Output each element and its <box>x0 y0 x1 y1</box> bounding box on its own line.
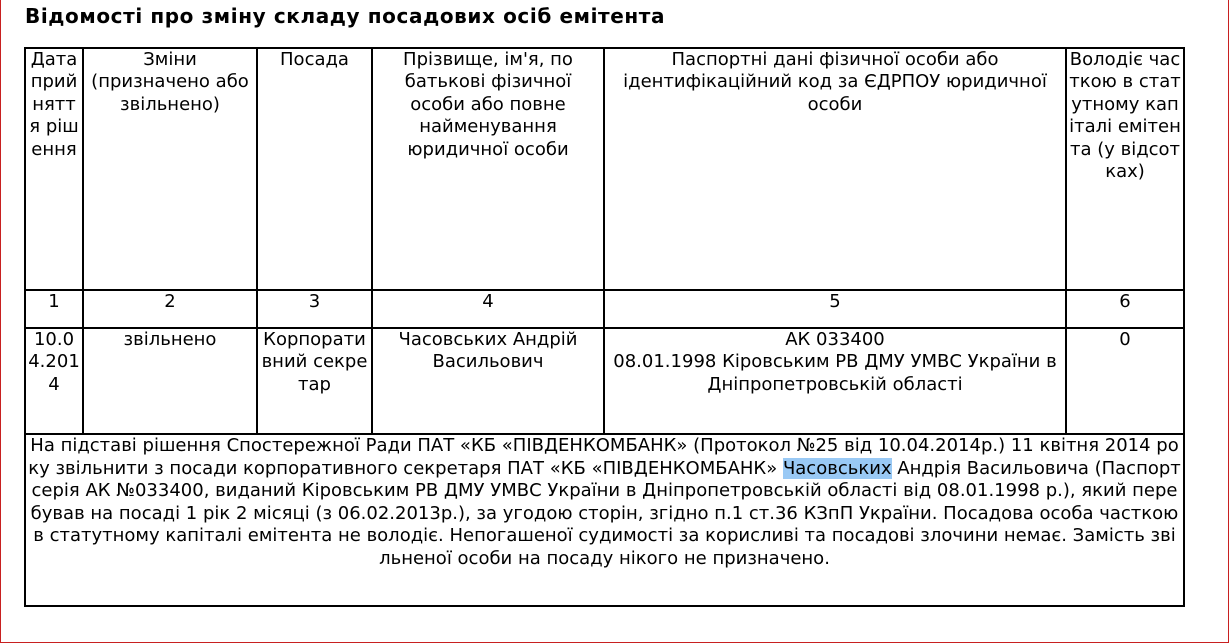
table-header-row <box>25 48 1184 290</box>
note-text[interactable] <box>25 434 1184 606</box>
passport-series-number: АК 033400 <box>785 329 885 350</box>
cell-share: 0 <box>1066 328 1184 434</box>
selected-text-highlight[interactable]: Часовських <box>782 457 892 479</box>
column-number: 3 <box>257 290 372 328</box>
column-number: 5 <box>604 290 1066 328</box>
header-decision-date: Дата прийняття рішення <box>25 48 83 290</box>
passport-issue-details: 08.01.1998 Кіровським РВ ДМУ УМВС України в Дніпропетровській області <box>613 351 1057 395</box>
cell-change: звільнено <box>83 328 257 434</box>
cell-passport-data <box>604 328 1066 434</box>
column-number-row <box>25 290 1184 328</box>
header-share-ownership: Володіє часткою в статутному капіталі емітента (у відсотках) <box>1066 48 1184 290</box>
note-text-after: Андрія Васильовича (Паспорт серія АК №033400, виданий Кіровським РВ ДМУ УМВС України в Дніпропетровській області від 08.01.1998 р.), який перебував на посаді 1 рік 2 місяці (з 06.02.2013р.), за угодою сторін, згідно п.1 ст.36 КЗпП України. Посадова особа часткою в статутному капіталі емітента не володіє. Непогашеної судимості за корисливі та посадові злочини немає. Замість звільненої особи на посаду нікого не призначено. <box>30 457 1181 569</box>
note-text-before: На підставі рішення Спостережної Ради ПАТ «КБ «ПІВДЕНКОМБАНК» (Протокол №25 від 10.04.2014р.) 11 квітня 2014 року звільнити з посади корпоративного секретаря ПАТ «КБ «ПІВДЕНКОМБАНК» <box>28 435 1179 479</box>
column-number: 4 <box>372 290 604 328</box>
header-passport-data: Паспортні дані фізичної особи або ідентифікаційний код за ЄДРПОУ юридичної особи <box>604 48 1066 290</box>
note-row <box>25 434 1184 606</box>
cell-full-name: Часовських Андрій Васильович <box>372 328 604 434</box>
page-title: Відомості про зміну складу посадових осіб емітента <box>25 4 666 28</box>
cell-decision-date: 10.04.2014 <box>25 328 83 434</box>
cell-position: Корпоративний секретар <box>257 328 372 434</box>
column-number: 6 <box>1066 290 1184 328</box>
header-changes: Зміни (призначено або звільнено) <box>83 48 257 290</box>
table-row <box>25 328 1184 434</box>
officials-change-table <box>24 47 1185 607</box>
column-number: 2 <box>83 290 257 328</box>
header-full-name: Прізвище, ім'я, по батькові фізичної особи або повне найменування юридичної особи <box>372 48 604 290</box>
column-number: 1 <box>25 290 83 328</box>
header-position: Посада <box>257 48 372 290</box>
